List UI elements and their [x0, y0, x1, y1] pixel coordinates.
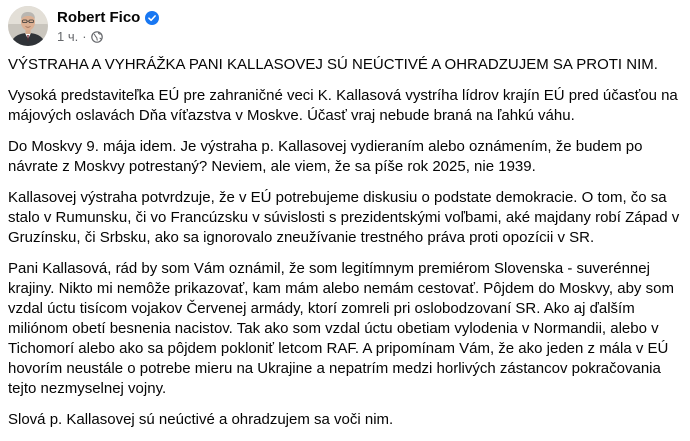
post-paragraph: Kallasovej výstraha potvrdzuje, že v EÚ potrebujeme diskusiu o podstate demokracie. O tom, čo sa stalo v Rumunsku, či vo Francúzsku v súvislosti s prezidentskými voľbami, aké majdany robí Západ v Gruzínsku, či Srbsku, ako sa ignorovalo zneužívanie trestného práva proti opozícii v SR. [8, 189, 680, 246]
post-header [8, 6, 159, 46]
post-paragraph-headline: VÝSTRAHA A VYHRÁŽKA PANI KALLASOVEJ SÚ NEÚCTIVÉ A OHRADZUJEM SA PROTI NIM. [8, 56, 658, 73]
post-paragraph: Slová p. Kallasovej sú neúctivé a ohradzujem sa voči nim. [8, 411, 394, 428]
post-timestamp[interactable]: 1 ч. [57, 29, 79, 44]
globe-icon[interactable] [91, 31, 103, 43]
verified-badge-icon [145, 11, 159, 25]
author-name[interactable]: Robert Fico [57, 9, 141, 26]
post-subline [57, 29, 159, 45]
post-paragraph: Do Moskvy 9. mája idem. Je výstraha p. Kallasovej vydieraním alebo oznámením, že budem po návrate z Moskvy potrestaný? Neviem, ale viem, že sa píše rok 2025, nie 1939. [8, 138, 643, 175]
profile-avatar[interactable] [8, 6, 48, 46]
post-body [8, 55, 680, 441]
post-meta [57, 8, 159, 45]
separator-dot: · [82, 29, 87, 44]
post-paragraph: Pani Kallasová, rád by som Vám oznámil, že som legitímnym premiérom Slovenska - suverénnej krajiny. Nikto mi nemôže prikazovať, kam mám alebo nemám cestovať. Pôjdem do Moskvy, aby som vzdal úctu tisícom vojakov Červenej armády, ktorí zomreli pri oslobodzovaní SR. Ako aj ďalším miliónom obetí besnenia nacistov. Tak ako som vzdal úctu obetiam vylodenia v Normandii, alebo v Tichomorí alebo ako sa pôjdem pokloniť letcom RAF. A pripomínam Vám, že ako jeden z mála v EÚ hovorím neustále o potrebe mieru na Ukrajine a nepatrím medzi horlivých zástancov pokračovania tejto nezmyselnej vojny. [8, 260, 674, 397]
author-row [57, 8, 159, 28]
post-paragraph: Vysoká predstaviteľka EÚ pre zahraničné veci K. Kallasová vystríha lídrov krajín EÚ pred účasťou na májových oslavách Dňa víťazstva v Moskve. Účasť vraj nebude braná na ľahkú váhu. [8, 87, 678, 124]
avatar-photo [8, 6, 48, 46]
